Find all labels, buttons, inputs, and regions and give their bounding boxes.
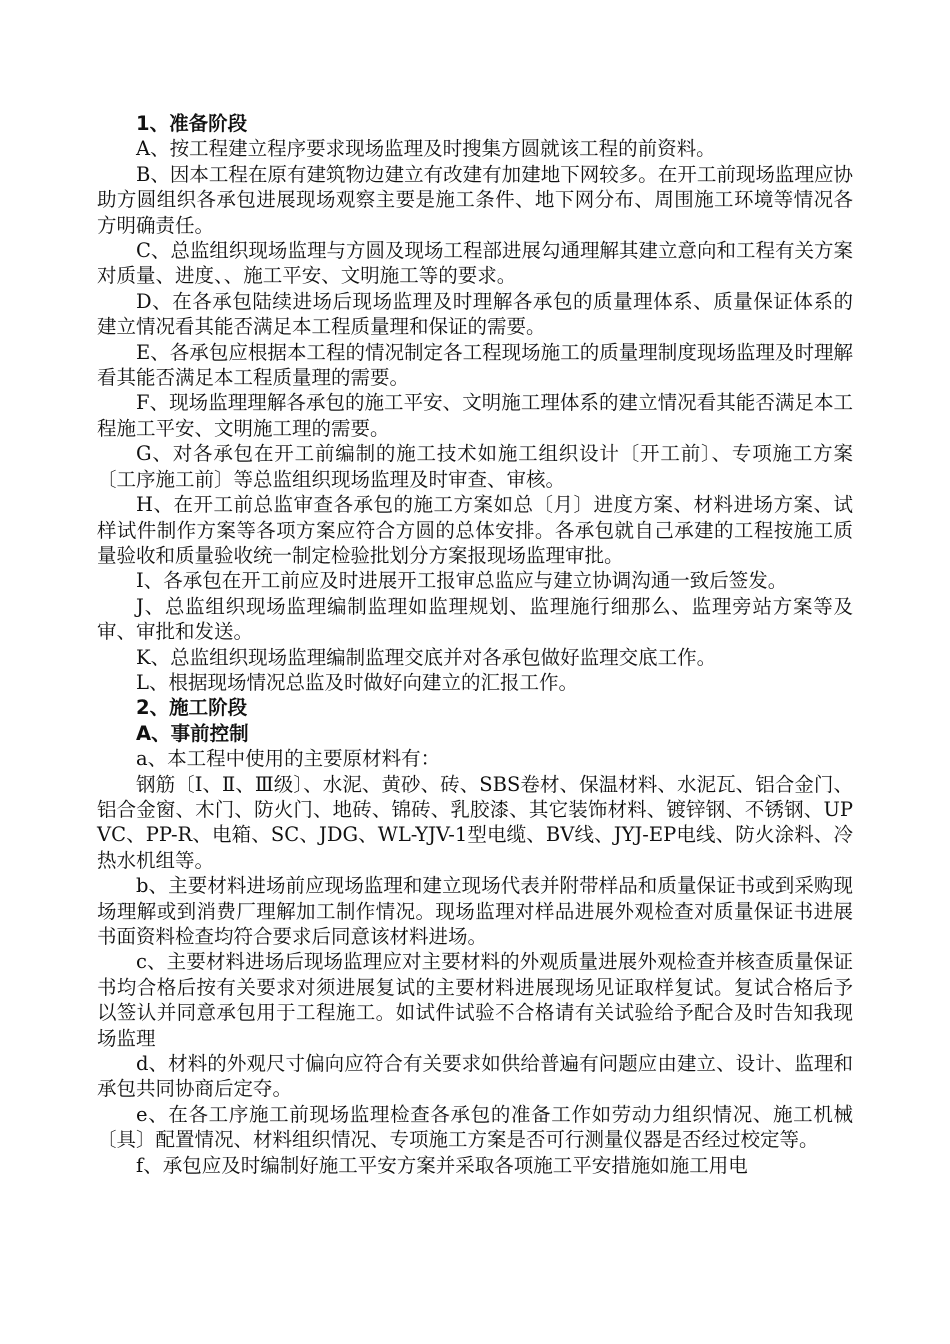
body-paragraph: A、按工程建立程序要求现场监理及时搜集方圆就该工程的前资料。 bbox=[136, 137, 716, 161]
body-paragraph: I、各承包在开工前应及时进展开工报审总监应与建立协调沟通一致后签发。 bbox=[136, 569, 788, 593]
body-paragraph: F、现场监理理解各承包的施工平安、文明施工理体系的建立情况看其能否满足本工程施工平安、文明施工理的需要。 bbox=[97, 391, 853, 440]
section-heading: 1、准备阶段 bbox=[136, 112, 248, 135]
body-paragraph: e、在各工序施工前现场监理检查各承包的准备工作如劳动力组织情况、施工机械〔具〕配置情况、材料组织情况、专项施工方案是否可行测量仪器是否经过校定等。 bbox=[97, 1102, 853, 1152]
body-paragraph: b、主要材料进场前应现场监理和建立现场代表并附带样品和质量保证书或到采购现场理解或到消费厂理解加工制作情况。现场监理对样品进展外观检查对质量保证书进展书面资料检查均符合要求后同意该材料进场。 bbox=[97, 874, 853, 948]
body-paragraph: H、在开工前总监审查各承包的施工方案如总〔月〕进度方案、材料进场方案、试样试件制作方案等各项方案应符合方圆的总体安排。各承包就自己承建的工程按施工质量验收和质量验收统一制定检验批划分方案报现场监理审批。 bbox=[97, 493, 853, 567]
document-page bbox=[97, 111, 853, 1178]
body-paragraph: E、各承包应根据本工程的情况制定各工程现场施工的质量理制度现场监理及时理解看其能否满足本工程质量理的需要。 bbox=[97, 340, 853, 390]
body-paragraph: G、对各承包在开工前编制的施工技术如施工组织设计〔开工前〕、专项施工方案〔工序施工前〕等总监组织现场监理及时审查、审核。 bbox=[97, 442, 853, 491]
section-heading: A、事前控制 bbox=[136, 721, 249, 745]
section-heading: 2、施工阶段 bbox=[136, 696, 248, 720]
body-paragraph: J、总监组织现场监理编制监理如监理规划、监理施行细那么、监理旁站方案等及审、审批和发送。 bbox=[97, 594, 853, 644]
body-paragraph: B、因本工程在原有建筑物边建立有改建有加建地下网较多。在开工前现场监理应协助方圆组织各承包进展现场观察主要是施工条件、地下网分布、周围施工环境等情况各方明确责任。 bbox=[97, 162, 853, 237]
body-paragraph: 钢筋〔Ⅰ、Ⅱ、Ⅲ级〕、水泥、黄砂、砖、SBS卷材、保温材料、水泥瓦、铝合金门、铝合金窗、木门、防火门、地砖、锦砖、乳胶漆、其它装饰材料、镀锌钢、不锈钢、UPVC、PP-R、电箱、SC、JDG、WL-YJV-1型电缆、BV线、JYJ-EP电线、防火涂料、冷热水机组等。 bbox=[97, 772, 853, 872]
body-paragraph: L、根据现场情况总监及时做好向建立的汇报工作。 bbox=[136, 670, 578, 694]
body-paragraph: d、材料的外观尺寸偏向应符合有关要求如供给普遍有问题应由建立、设计、监理和承包共同协商后定夺。 bbox=[97, 1052, 853, 1101]
body-paragraph: K、总监组织现场监理编制监理交底并对各承包做好监理交底工作。 bbox=[136, 645, 717, 669]
body-paragraph: C、总监组织现场监理与方圆及现场工程部进展勾通理解其建立意向和工程有关方案对质量、进度、、施工平安、文明施工等的要求。 bbox=[97, 239, 853, 288]
body-paragraph: f、承包应及时编制好施工平安方案并采取各项施工平安措施如施工用电 bbox=[136, 1153, 748, 1177]
body-paragraph: D、在各承包陆续进场后现场监理及时理解各承包的质量理体系、质量保证体系的建立情况看其能否满足本工程质量理和保证的需要。 bbox=[97, 289, 853, 339]
body-paragraph: c、主要材料进场后现场监理应对主要材料的外观质量进展外观检查并核查质量保证书均合格后按有关要求对须进展复试的主要材料进展现场见证取样复试。复试合格后予以签认并同意承包用于工程施工。如试件试验不合格请有关试验给予配合及时告知我现场监理 bbox=[97, 950, 853, 1050]
body-paragraph: a、本工程中使用的主要原材料有： bbox=[136, 747, 441, 771]
